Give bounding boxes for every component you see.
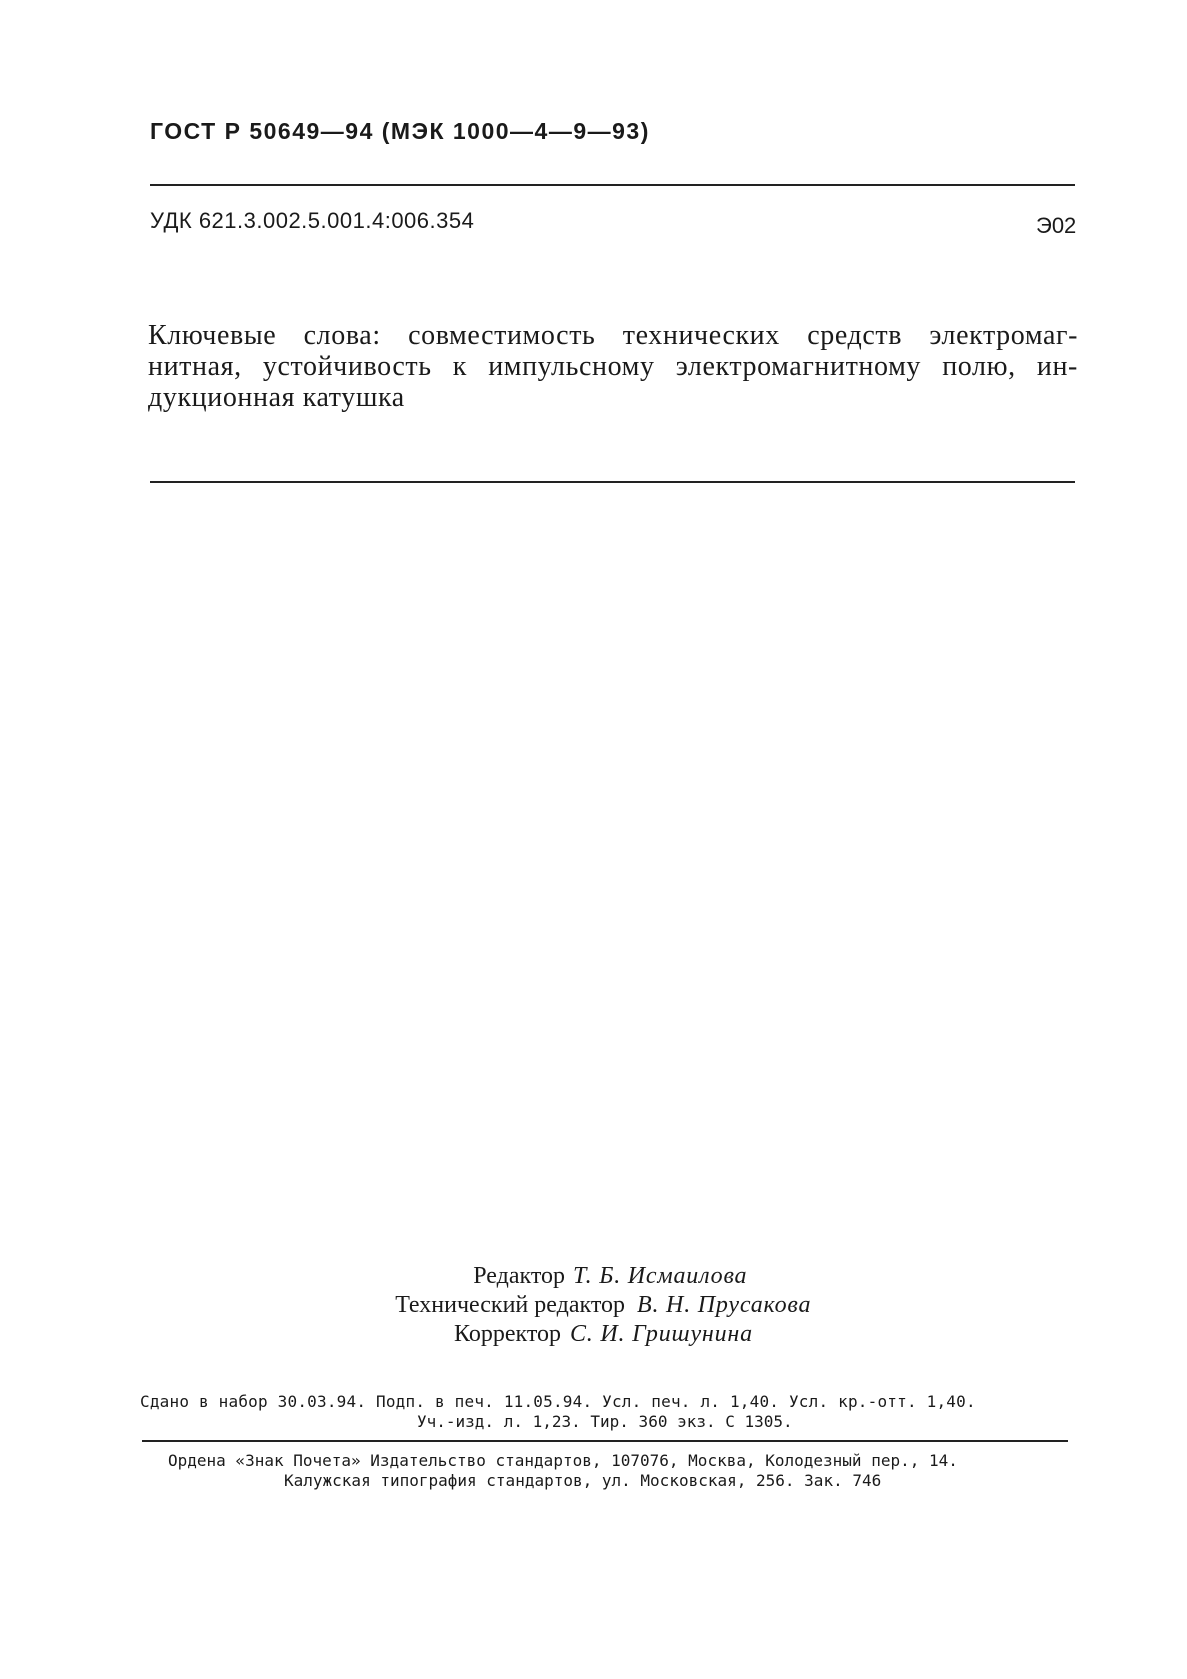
keywords-line-1: Ключевые слова: совместимость технических средств электромаг- <box>148 320 1078 351</box>
standard-title: ГОСТ Р 50649—94 (МЭК 1000—4—9—93) <box>150 118 650 144</box>
staff-row-tech-editor <box>0 1291 1187 1320</box>
staff-role: Технический редактор <box>395 1292 625 1318</box>
classification-code: Э02 <box>1036 213 1077 238</box>
staff-name: С. И. Гришунина <box>570 1321 753 1347</box>
print-imprint <box>140 1392 1080 1432</box>
keywords-line-2: нитная, устойчивость к импульсному электромагнитному полю, ин- <box>148 351 1078 382</box>
staff-row-corrector <box>0 1320 1187 1349</box>
publisher-line-1: Ордена «Знак Почета» Издательство стандартов, 107076, Москва, Колодезный пер., 14. <box>168 1451 958 1470</box>
publisher-line-2: Калужская типография стандартов, ул. Московская, 256. Зак. 746 <box>284 1471 882 1490</box>
keywords-divider <box>150 481 1075 483</box>
staff-name: В. Н. Прусакова <box>637 1292 812 1318</box>
imprint-line-1: Сдано в набор 30.03.94. Подп. в печ. 11.05.94. Усл. печ. л. 1,40. Усл. кр.-отт. 1,40. <box>140 1392 976 1411</box>
staff-role: Редактор <box>473 1263 565 1289</box>
keywords-line-3: дукционная катушка <box>148 382 405 413</box>
staff-credits <box>0 1262 1187 1349</box>
top-divider <box>150 184 1075 186</box>
keywords-paragraph <box>148 320 1078 413</box>
imprint-divider <box>142 1440 1068 1442</box>
udk-code: УДК 621.3.002.5.001.4:006.354 <box>150 208 475 233</box>
staff-name: Т. Б. Исмаилова <box>573 1263 748 1289</box>
staff-role: Корректор <box>454 1321 561 1347</box>
publisher-info <box>168 1451 1068 1491</box>
imprint-line-2: Уч.-изд. л. 1,23. Тир. 360 экз. С 1305. <box>417 1412 793 1431</box>
staff-row-editor <box>0 1262 1187 1291</box>
